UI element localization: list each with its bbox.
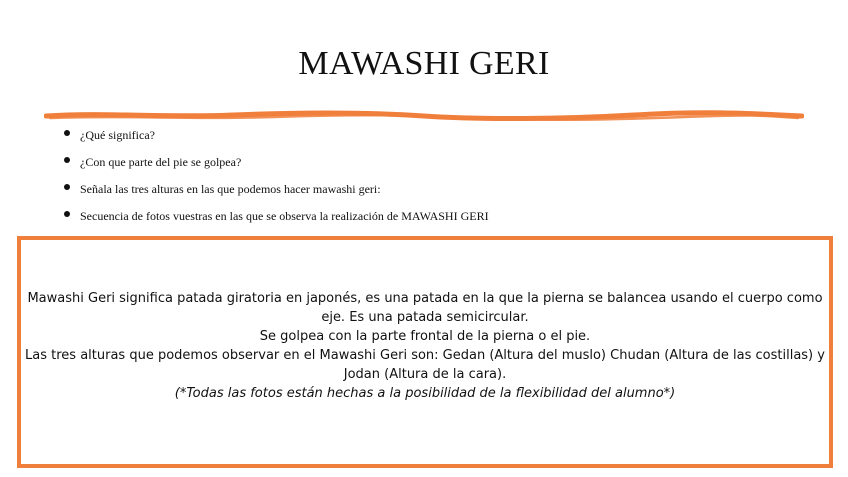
question-list — [60, 124, 489, 232]
orange-brush-divider — [44, 106, 804, 124]
answer-heights: Las tres alturas que podemos observar en el Mawashi Geri son: Gedan (Altura del muslo) Chudan (Altura de las costillas) y Jodan (Altura de la cara). — [25, 348, 825, 382]
slide-title: MAWASHI GERI — [298, 45, 550, 82]
list-item — [60, 205, 489, 232]
bullet-icon — [64, 130, 70, 136]
list-item — [60, 178, 489, 205]
answer-meaning: Mawashi Geri significa patada giratoria en japonés, es una patada en la que la pierna se balancea usando el cuerpo como eje. Es una patada semicircular. — [27, 291, 823, 325]
answer-striking-part: Se golpea con la parte frontal de la pierna o el pie. — [259, 329, 591, 344]
question-text: Señala las tres alturas en las que podemos hacer mawashi geri: — [80, 182, 381, 196]
list-item — [60, 151, 489, 178]
bullet-icon — [64, 157, 70, 163]
bullet-icon — [64, 211, 70, 217]
question-text: Secuencia de fotos vuestras en las que se observa la realización de MAWASHI GERI — [80, 209, 489, 223]
answer-note: (*Todas las fotos están hechas a la posibilidad de la flexibilidad del alumno*) — [174, 386, 676, 401]
answer-text — [25, 289, 825, 403]
list-item — [60, 124, 489, 151]
question-text: ¿Con que parte del pie se golpea? — [80, 155, 242, 169]
bullet-icon — [64, 184, 70, 190]
question-text: ¿Qué significa? — [80, 128, 155, 142]
answer-box — [17, 236, 833, 468]
